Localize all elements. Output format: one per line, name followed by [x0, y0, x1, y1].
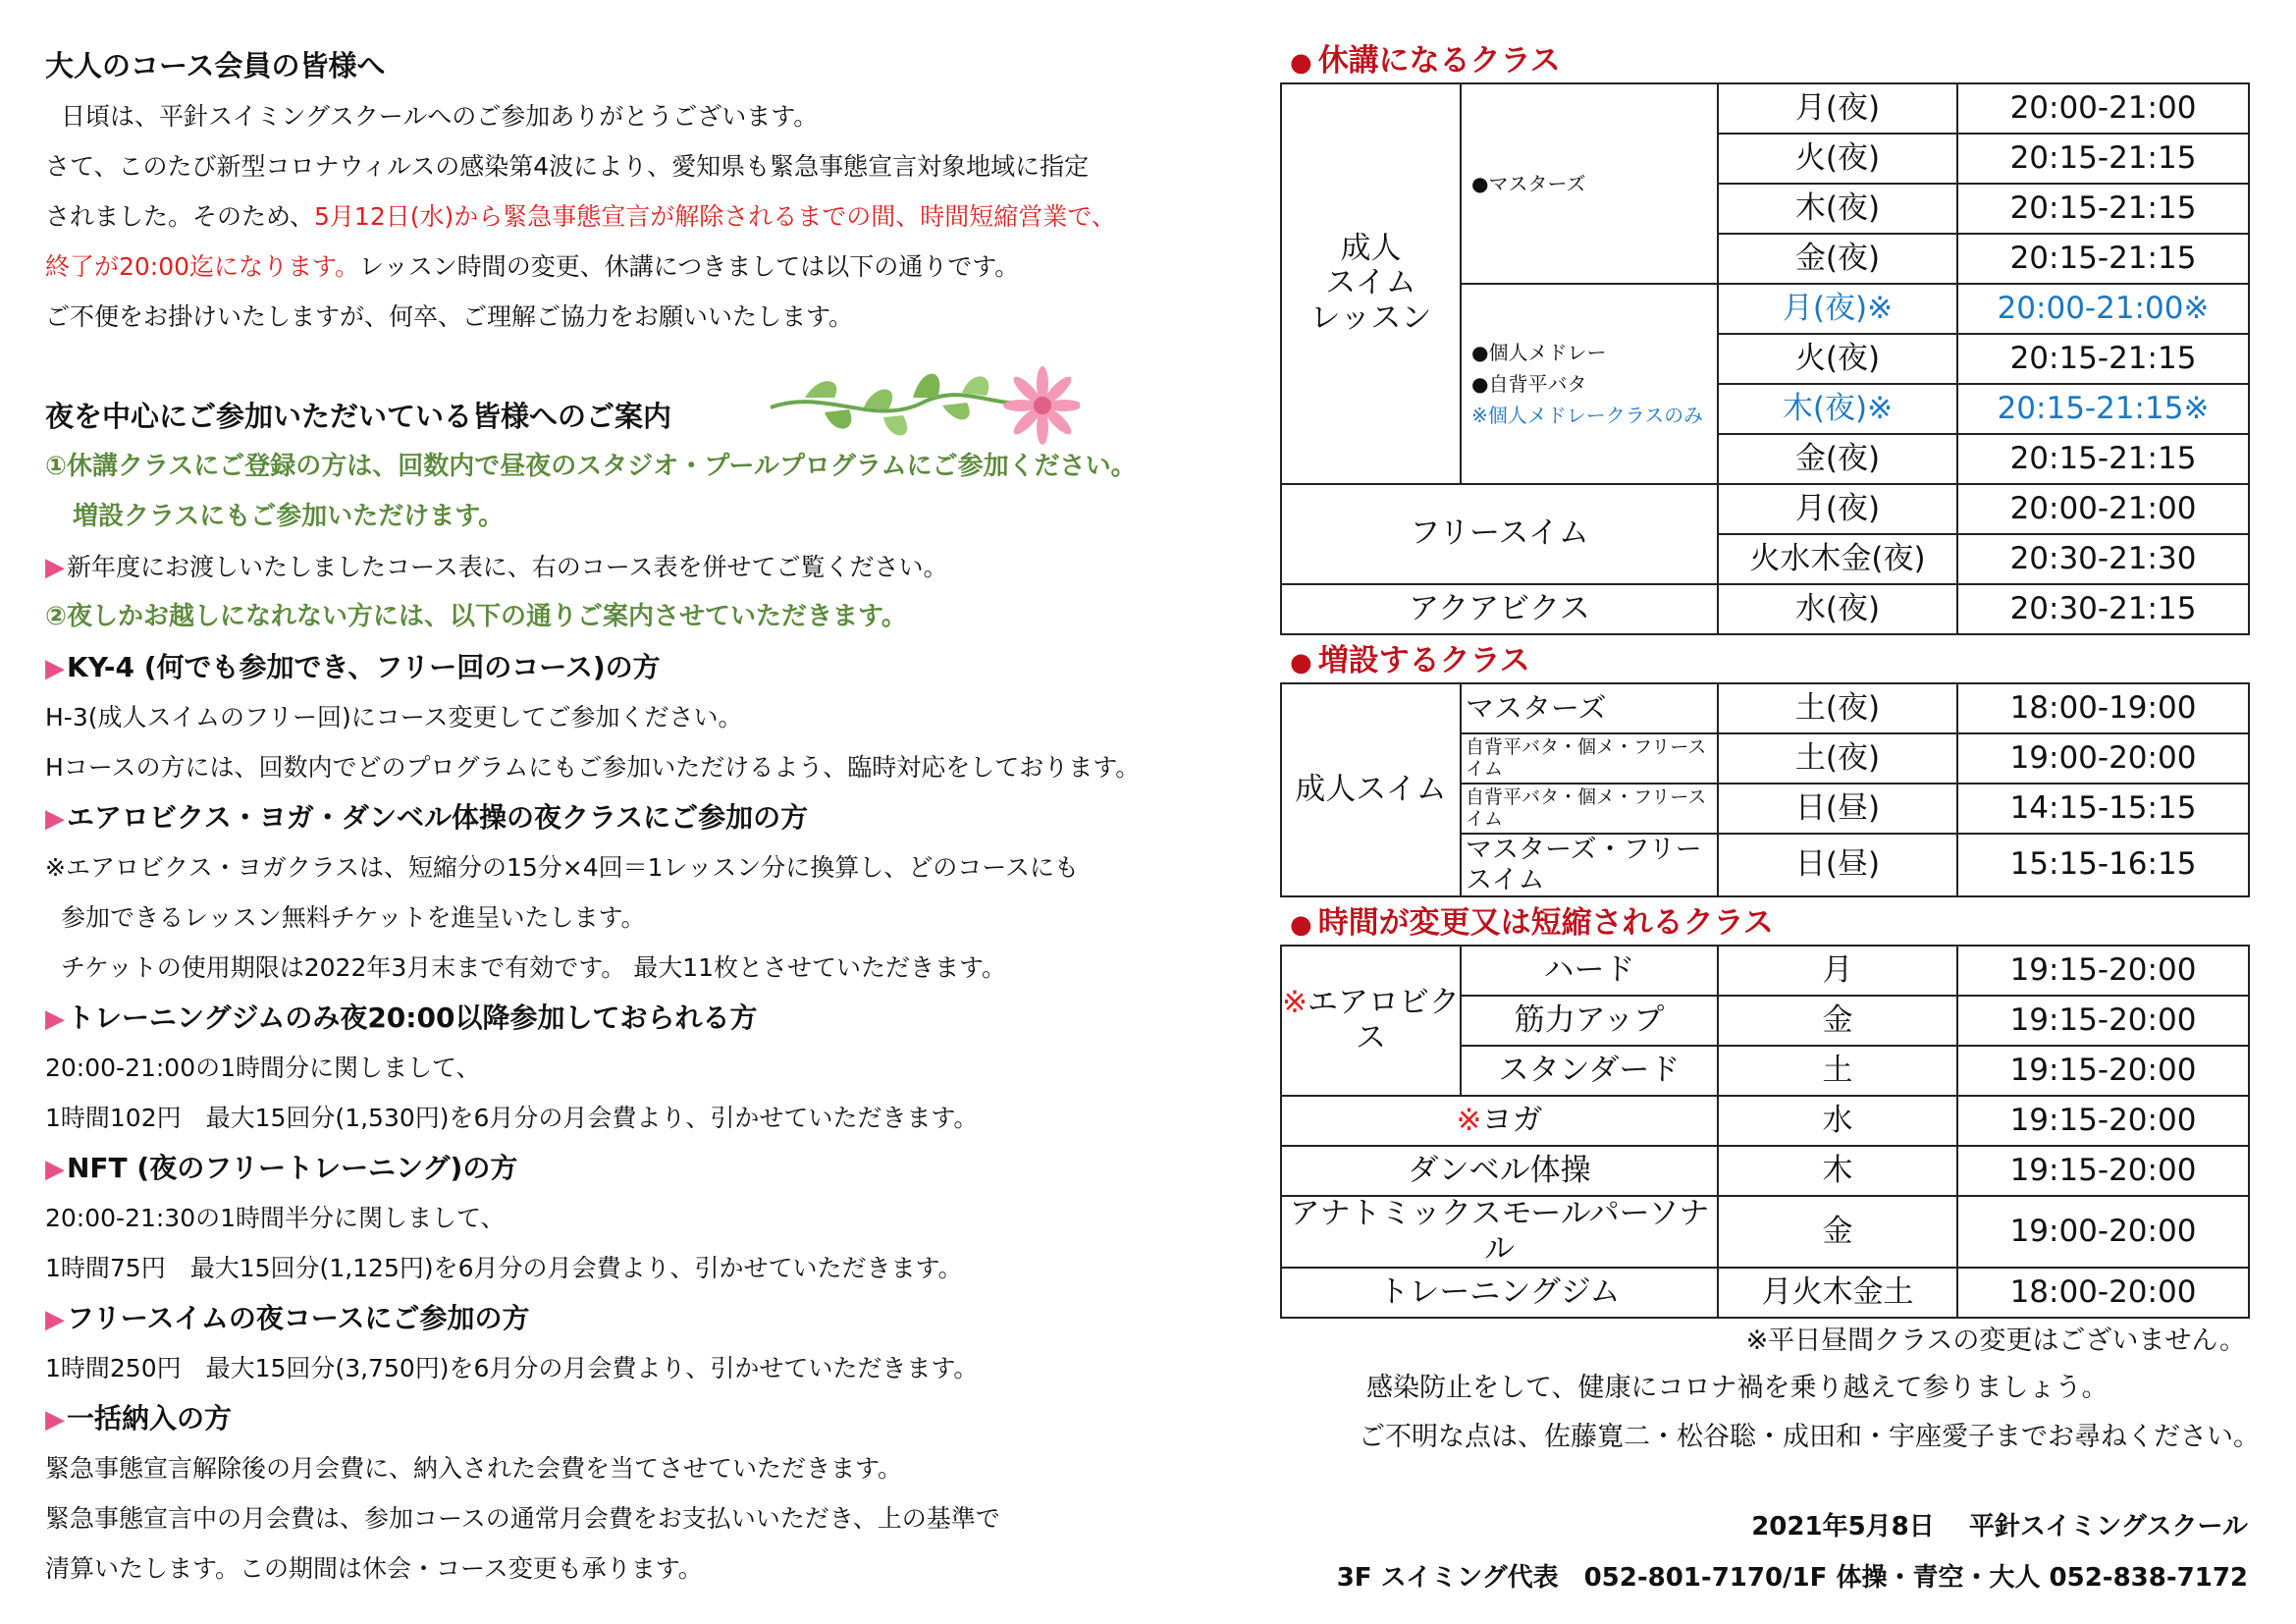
class-name-cell: マスターズ・フリースイム	[1461, 834, 1718, 896]
free-swim-cell: フリースイム	[1281, 484, 1718, 584]
time-cell: 19:00-20:00	[1957, 1196, 2249, 1268]
aerobics-text-2: 参加できるレッスン無料チケットを進呈いたします。	[61, 903, 646, 932]
nft-text-2: 1時間75円 最大15回分(1,125円)を6月分の月会費より、引かせていただきます。	[45, 1254, 963, 1282]
time-cell: 20:30-21:30	[1957, 534, 2249, 584]
time-cell: 14:15-15:15	[1957, 784, 2249, 834]
bullet-icon: ▶	[45, 1305, 65, 1334]
bullet-icon: ▶	[45, 654, 65, 683]
day-cell: 火(夜)	[1718, 134, 1957, 184]
section-nft: ▶NFT (夜のフリートレーニング)の方	[45, 1152, 518, 1184]
day-cell: 水	[1718, 1096, 1957, 1146]
day-cell: 月(夜)	[1718, 484, 1957, 534]
time-cell: 19:15-20:00	[1957, 1096, 2249, 1146]
class-name-cell: 自背平バタ・個メ・フリースイム	[1461, 784, 1718, 834]
day-cell: 金	[1718, 1196, 1957, 1268]
day-cell: 土(夜)	[1718, 733, 1957, 784]
day-cell: 月火木金土	[1718, 1268, 1957, 1318]
guide-point-1b: 増設クラスにもご参加いただけます。	[73, 502, 505, 531]
time-cell: 20:30-21:15	[1957, 584, 2249, 634]
nft-text-1: 20:00-21:30の1時間半分に関しまして、	[45, 1204, 506, 1232]
class-name-cell: 自背平バタ・個メ・フリースイム	[1461, 733, 1718, 784]
day-cell: 木	[1718, 1146, 1957, 1196]
bullet-icon: ▶	[45, 804, 65, 834]
ky4-text-1: H-3(成人スイムのフリー回)にコース変更してご参加ください。	[45, 703, 743, 731]
aerobics-text-3: チケットの使用期限は2022年3月末まで有効です。 最大11枚とさせていただきます。	[61, 953, 1007, 982]
greeting-heading: 大人のコース会員の皆様へ	[45, 49, 386, 82]
flower-vine-illustration	[766, 349, 1080, 457]
intro-line-4: 終了が20:00迄になります。レッスン時間の変更、休講につきましては以下の通りです。	[45, 252, 1020, 281]
gym-text-1: 20:00-21:00の1時間分に関しまして、	[45, 1054, 481, 1082]
time-cell: 19:15-20:00	[1957, 946, 2249, 996]
training-gym-cell: トレーニングジム	[1281, 1268, 1718, 1318]
time-cell: 19:00-20:00	[1957, 733, 2249, 784]
time-cell: 19:15-20:00	[1957, 1146, 2249, 1196]
bullet-icon: ▶	[45, 1004, 65, 1034]
course-table-note: ▶新年度にお渡しいたしましたコース表に、右のコース表を併せてご覧ください。	[45, 553, 948, 582]
day-cell: 木(夜)	[1718, 184, 1957, 234]
gym-text-2: 1時間102円 最大15回分(1,530円)を6月分の月会費より、引かせていただきます。	[45, 1104, 979, 1132]
time-cell: 20:15-21:15	[1957, 334, 2249, 384]
adult-swim-lesson-cell: 成人 スイム レッスン	[1281, 83, 1461, 484]
class-name-cell: マスターズ	[1461, 683, 1718, 733]
closing-line-1: 感染防止をして、健康にコロナ禍を乗り越えて参りましょう。	[1366, 1373, 2109, 1404]
medley-cell: ●個人メドレー ●自背平バタ ※個人メドレークラスのみ	[1461, 284, 1718, 484]
time-cell: 18:00-19:00	[1957, 683, 2249, 733]
yoga-cell: ※ヨガ	[1281, 1096, 1718, 1146]
guide-point-1: ①休講クラスにご登録の方は、回数内で昼夜のスタジオ・プールプログラムにご参加ください。	[45, 452, 1137, 481]
aquabics-cell: アクアビクス	[1281, 584, 1718, 634]
bullet-icon: ▶	[45, 1405, 65, 1435]
time-cell: 18:00-20:00	[1957, 1268, 2249, 1318]
time-cell: 19:15-20:00	[1957, 996, 2249, 1046]
intro-line-5: ご不便をお掛けいたしますが、何卒、ご理解ご協力をお願いいたします。	[45, 302, 854, 331]
time-cell: 20:15-21:15	[1957, 184, 2249, 234]
closing-line-2: ご不明な点は、佐藤寛二・松谷聡・成田和・宇座愛子までお尋ねください。	[1359, 1422, 2260, 1453]
day-cell: 木(夜)※	[1718, 384, 1957, 434]
day-cell: 火水木金(夜)	[1718, 534, 1957, 584]
bullet-icon: ▶	[45, 553, 65, 582]
lump-sum-text-1: 緊急事態宣言解除後の月会費に、納入された会費を当てさせていただきます。	[45, 1454, 903, 1483]
lump-sum-text-3: 清算いたします。この期間は休会・コース変更も承ります。	[45, 1554, 703, 1583]
free-swim-text: 1時間250円 最大15回分(3,750円)を6月分の月会費より、引かせていただきます。	[45, 1354, 979, 1382]
day-cell: 金	[1718, 996, 1957, 1046]
weekday-note: ※平日昼間クラスの変更はございません。	[1745, 1326, 2246, 1357]
intro-line-3: されました。そのため、5月12日(水)から緊急事態宣言が解除されるまでの間、時間短縮営業で、	[45, 202, 1116, 231]
time-cell: 20:15-21:15	[1957, 134, 2249, 184]
guide-point-2: ②夜しかお越しになれない方には、以下の通りご案内させていただきます。	[45, 602, 907, 631]
cancelled-classes-table	[1280, 82, 2250, 635]
contact-phone: 3F スイミング代表 052-801-7170/1F 体操・青空・大人 052-838-7172	[1336, 1563, 2248, 1594]
time-cell: 20:15-21:15	[1957, 434, 2249, 484]
time-cell: 20:15-21:15	[1957, 234, 2249, 284]
changed-classes-heading: ● 時間が変更又は短縮されるクラス	[1290, 905, 1774, 942]
time-cell: 20:00-21:00	[1957, 484, 2249, 534]
day-cell: 火(夜)	[1718, 334, 1957, 384]
intro-line-2: さて、このたび新型コロナウィルスの感染第4波により、愛知県も緊急事態宣言対象地域に指定	[45, 152, 1090, 181]
aerobics-text-1: ※エアロビクス・ヨガクラスは、短縮分の15分×4回＝1レッスン分に換算し、どのコースにも	[45, 853, 1080, 882]
time-cell: 15:15-16:15	[1957, 834, 2249, 896]
date-school-name: 2021年5月8日 平針スイミングスクール	[1751, 1512, 2248, 1543]
section-ky4: ▶KY-4 (何でも参加でき、フリー回のコース)の方	[45, 651, 661, 683]
time-cell: 20:15-21:15※	[1957, 384, 2249, 434]
time-cell: 19:15-20:00	[1957, 1046, 2249, 1096]
right-column	[1280, 39, 2260, 1603]
section-lump-sum: ▶一括納入の方	[45, 1402, 233, 1435]
day-cell: 月(夜)	[1718, 83, 1957, 134]
night-guide-heading: 夜を中心にご参加いただいている皆様へのご案内	[45, 400, 672, 433]
bullet-icon: ▶	[45, 1155, 65, 1184]
masters-cell: ●マスターズ	[1461, 83, 1718, 284]
day-cell: 土	[1718, 1046, 1957, 1096]
dumbbell-cell: ダンベル体操	[1281, 1146, 1718, 1196]
anatomic-cell: アナトミックスモールパーソナル	[1281, 1196, 1718, 1268]
aerobics-cell: ※エアロビクス	[1281, 946, 1461, 1096]
day-cell: 月(夜)※	[1718, 284, 1957, 334]
class-name-cell: ハード	[1461, 946, 1718, 996]
added-classes-heading: ● 増設するクラス	[1290, 643, 1530, 678]
day-cell: 水(夜)	[1718, 584, 1957, 634]
section-aerobics: ▶エアロビクス・ヨガ・ダンベル体操の夜クラスにご参加の方	[45, 801, 809, 834]
class-name-cell: スタンダード	[1461, 1046, 1718, 1096]
ky4-text-2: Hコースの方には、回数内でどのプログラムにもご参加いただけるよう、臨時対応をしております。	[45, 753, 1141, 782]
section-gym: ▶トレーニングジムのみ夜20:00以降参加しておられる方	[45, 1001, 758, 1034]
day-cell: 土(夜)	[1718, 683, 1957, 733]
changed-classes-table	[1280, 945, 2250, 1319]
class-name-cell: 筋力アップ	[1461, 996, 1718, 1046]
time-cell: 20:00-21:00	[1957, 83, 2249, 134]
section-free-swim: ▶フリースイムの夜コースにご参加の方	[45, 1302, 530, 1334]
day-cell: 日(昼)	[1718, 784, 1957, 834]
added-classes-table	[1280, 682, 2250, 897]
adult-swim-cell: 成人スイム	[1281, 683, 1461, 896]
left-column	[45, 41, 1253, 1594]
time-cell: 20:00-21:00※	[1957, 284, 2249, 334]
cancelled-classes-heading: ● 休講になるクラス	[1290, 43, 1561, 79]
intro-line-1: 日頃は、平針スイミングスクールへのご参加ありがとうございます。	[61, 102, 819, 131]
lump-sum-text-2: 緊急事態宣言中の月会費は、参加コースの通常月会費をお支払いいただき、上の基準で	[45, 1504, 1000, 1533]
day-cell: 日(昼)	[1718, 834, 1957, 896]
day-cell: 月	[1718, 946, 1957, 996]
day-cell: 金(夜)	[1718, 434, 1957, 484]
day-cell: 金(夜)	[1718, 234, 1957, 284]
